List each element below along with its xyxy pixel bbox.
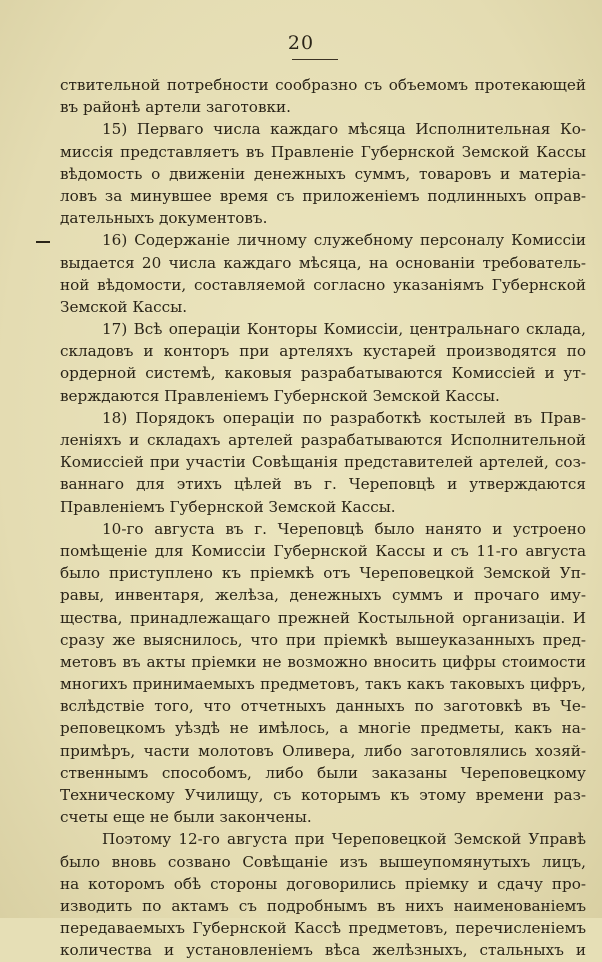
text-line: щества, принадлежащаго прежней Костыльной организаціи. И (60, 608, 586, 627)
text-line: выдается 20 числа каждаго мѣсяца, на основаніи требователь- (60, 253, 586, 272)
text-line: равы, инвентаря, желѣза, денежныхъ суммъ и прочаго иму- (60, 586, 586, 605)
text-line: Комиссіей при участіи Совѣщанія представителей артелей, соз- (60, 453, 586, 472)
text-line: счеты еще не были закончены. (60, 808, 312, 827)
text-line: было вновь созвано Совѣщаніе изъ вышеупомянутыхъ лицъ, (60, 852, 586, 871)
text-line: ной вѣдомости, составляемой согласно указаніямъ Губернской (60, 275, 586, 294)
text-line: Поэтому 12-го августа при Череповецкой Земской Управѣ (102, 830, 586, 849)
text-line: передаваемыхъ Губернской Кассѣ предметовъ, перечисленіемъ (60, 919, 586, 938)
text-line: ловъ за минувшее время съ приложеніемъ подлинныхъ оправ- (60, 186, 586, 205)
text-line: 17) Всѣ операціи Конторы Комиссіи, центральнаго склада, (102, 320, 586, 339)
text-line: 16) Содержаніе личному служебному персоналу Комиссіи (102, 231, 586, 250)
text-line: помѣщеніе для Комиссіи Губернской Кассы и съ 11-го августа (60, 541, 586, 560)
text-line: многихъ принимаемыхъ предметовъ, такъ какъ таковыхъ цифръ, (60, 675, 586, 694)
text-line: въ районѣ артели заготовки. (60, 98, 291, 117)
text-line: ствительной потребности сообразно съ объемомъ протекающей (60, 76, 586, 94)
text-line: примѣръ, части молотовъ Оливера, либо заготовлялись хозяй- (60, 741, 586, 760)
text-line: Правленіемъ Губернской Земской Кассы. (60, 497, 396, 516)
text-line: ваннаго для этихъ цѣлей въ г. Череповцѣ и утверждаются (60, 475, 586, 494)
margin-mark (36, 241, 50, 243)
text-line: миссія представляетъ въ Правленіе Губернской Земской Кассы (60, 142, 586, 161)
text-line: изводить по актамъ съ подробнымъ въ нихъ наименованіемъ (60, 896, 586, 915)
text-line: 15) Перваго числа каждаго мѣсяца Исполнительная Ко- (102, 120, 586, 139)
text-line: количества и установленіемъ вѣса желѣзныхъ, стальныхъ и (60, 941, 586, 960)
text-line: Земской Кассы. (60, 297, 188, 316)
text-line: на которомъ обѣ стороны договорились пріемку и сдачу про- (60, 874, 586, 893)
text-line: 18) Порядокъ операціи по разработкѣ костылей въ Прав- (102, 408, 586, 427)
text-line: вѣдомость о движеніи денежныхъ суммъ, товаровъ и матеріа- (60, 164, 586, 183)
text-line: 10-го августа въ г. Череповцѣ было нанято и устроено (102, 519, 586, 538)
text-line: было приступлено къ пріемкѣ отъ Череповецкой Земской Уп- (60, 564, 586, 583)
text-line: складовъ и конторъ при артеляхъ кустарей производятся по (60, 342, 586, 361)
body-text (60, 74, 586, 962)
page-number-underline (292, 59, 338, 60)
text-line: реповецкомъ уѣздѣ не имѣлось, а многіе предметы, какъ на- (60, 719, 586, 738)
text-line: ственнымъ способомъ, либо были заказаны Череповецкому (60, 763, 586, 782)
text-line: ордерной системѣ, каковыя разрабатываются Комиссіей и ут- (60, 364, 586, 383)
text-line: верждаются Правленіемъ Губернской Земской Кассы. (60, 386, 500, 405)
text-line: вслѣдствіе того, что отчетныхъ данныхъ по заготовкѣ въ Че- (60, 697, 586, 716)
page-number: 20 (287, 32, 315, 54)
text-line: дательныхъ документовъ. (60, 209, 268, 228)
text-line: леніяхъ и складахъ артелей разрабатываются Исполнительной (60, 431, 586, 449)
text-line: сразу же выяснилось, что при пріемкѣ вышеуказанныхъ пред- (60, 630, 586, 649)
text-line: Техническому Училищу, съ которымъ къ этому времени раз- (60, 786, 586, 804)
text-line: метовъ въ акты пріемки не возможно вносить цифры стоимости (60, 652, 586, 671)
